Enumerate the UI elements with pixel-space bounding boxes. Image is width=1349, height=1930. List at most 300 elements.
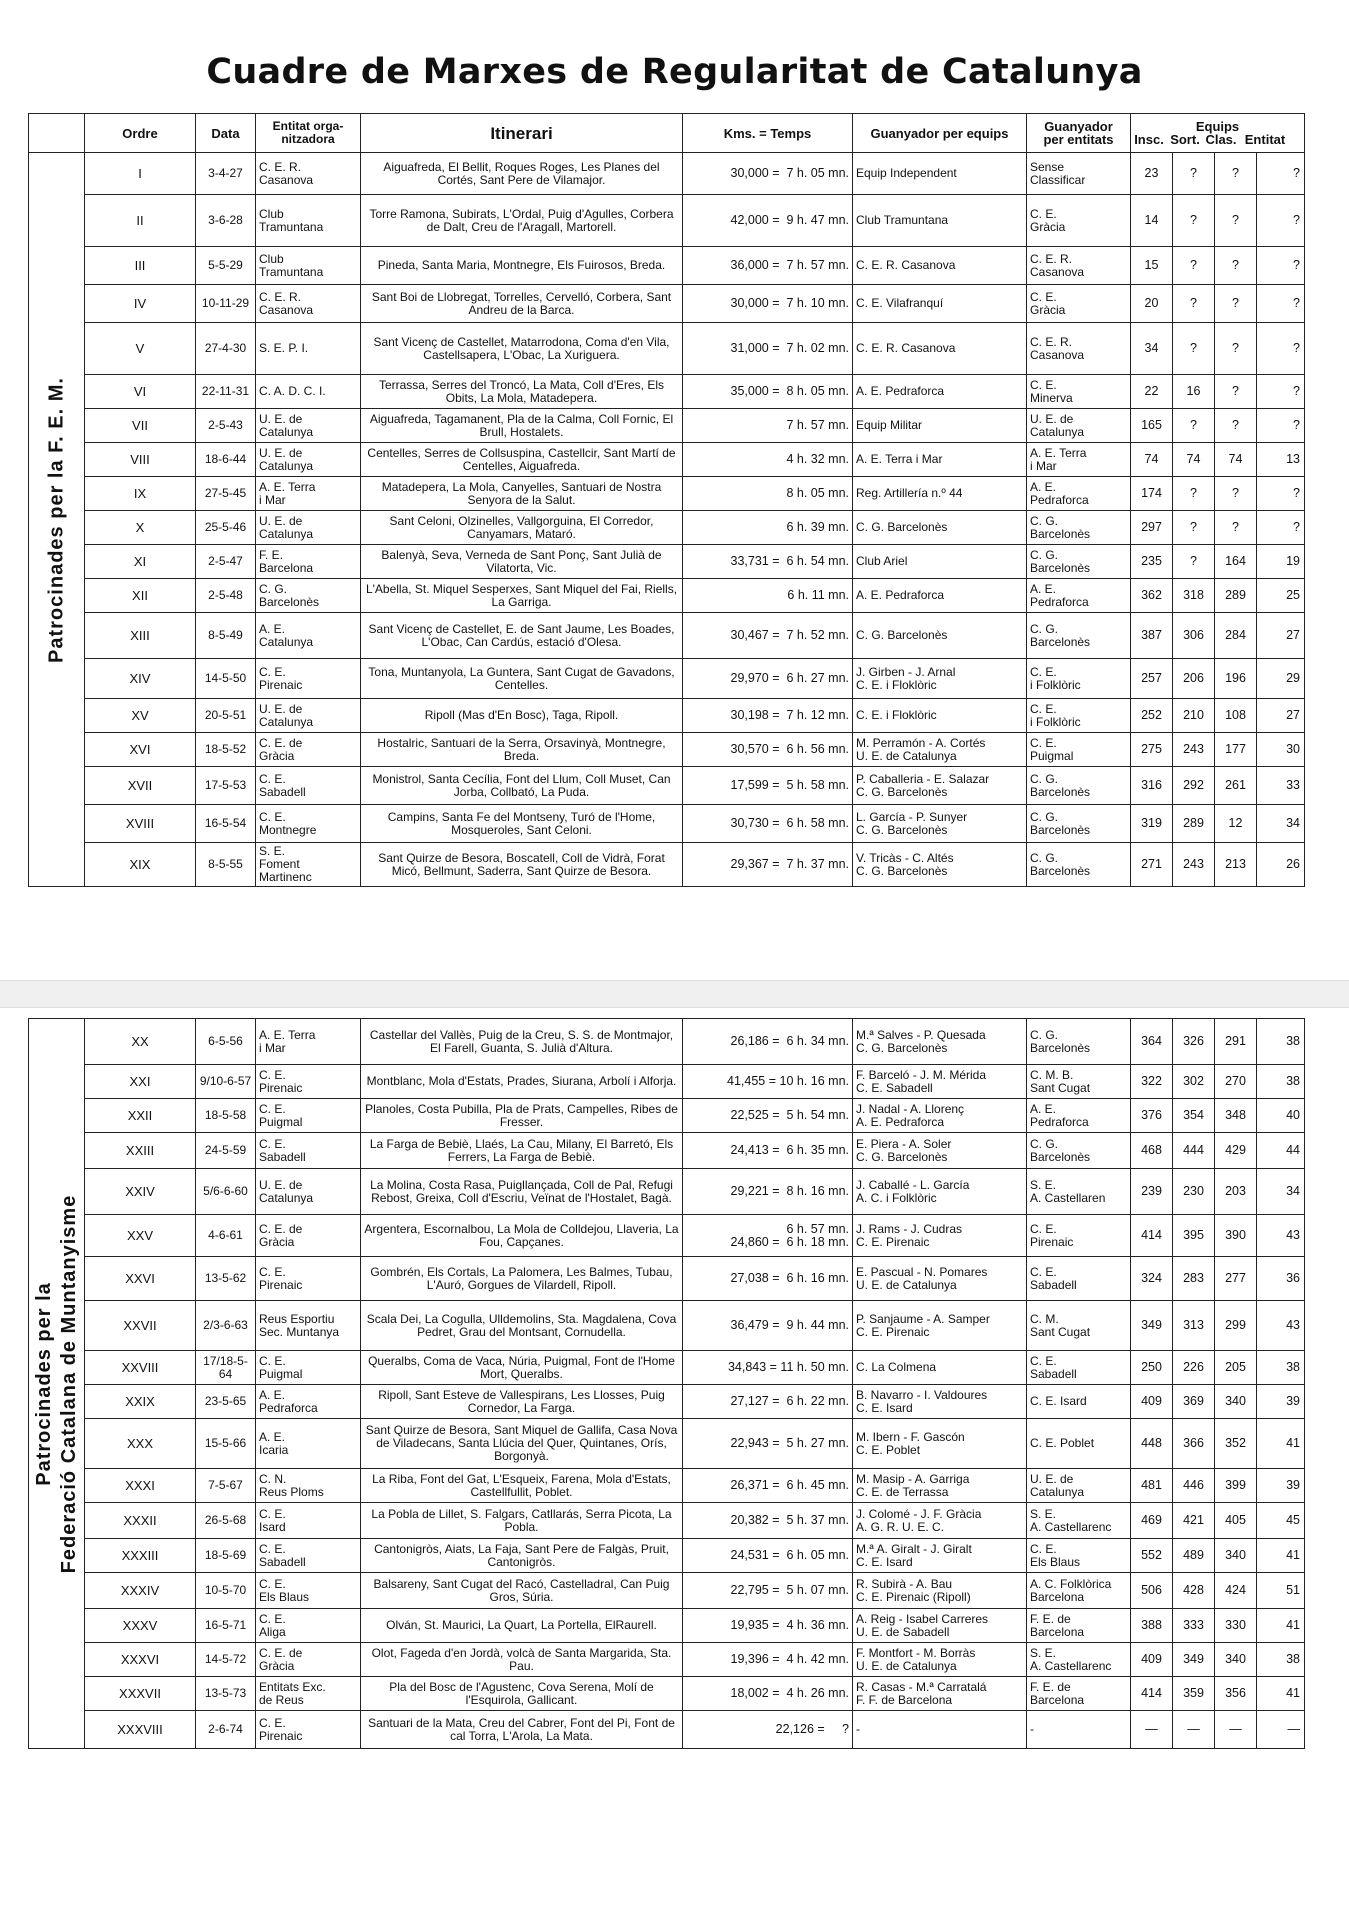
sort-cell: ? xyxy=(1173,477,1215,511)
entitat-count-cell: ? xyxy=(1257,323,1305,375)
insc-cell: 235 xyxy=(1131,545,1173,579)
itinerari-cell: Torre Ramona, Subirats, L'Ordal, Puig d'Agulles, Corbera de Dalt, Creu de l'Aragall, Martorell. xyxy=(361,195,683,247)
entitat-cell: U. E. de Catalunya xyxy=(256,443,361,477)
header-equips-sub xyxy=(1131,133,1304,146)
entitat-cell: U. E. de Catalunya xyxy=(256,699,361,733)
guanyador-entitats-cell: C. E. i Folklòric xyxy=(1027,699,1131,733)
insc-cell: 165 xyxy=(1131,409,1173,443)
entitat-cell: C. E. Sabadell xyxy=(256,1133,361,1169)
entitat-count-cell: ? xyxy=(1257,511,1305,545)
clas-cell: 177 xyxy=(1215,733,1257,767)
data-cell: 27-5-45 xyxy=(196,477,256,511)
entitat-count-cell: 25 xyxy=(1257,579,1305,613)
itinerari-cell: Gombrén, Els Cortals, La Palomera, Les Balmes, Tubau, L'Auró, Gorgues de Vilardell, Ripoll. xyxy=(361,1257,683,1301)
table-row xyxy=(29,153,1305,195)
clas-cell: 261 xyxy=(1215,767,1257,805)
clas-cell: 390 xyxy=(1215,1215,1257,1257)
entitat-cell: C. G. Barcelonès xyxy=(256,579,361,613)
table-row xyxy=(29,1065,1305,1099)
ordre-cell: XXXVIII xyxy=(85,1711,196,1749)
data-cell: 18-5-69 xyxy=(196,1539,256,1573)
guanyador-equips-cell: Reg. Artillería n.º 44 xyxy=(853,477,1027,511)
entitat-cell: A. E. Catalunya xyxy=(256,613,361,659)
sort-cell: 243 xyxy=(1173,843,1215,887)
guanyador-equips-cell: A. E. Pedraforca xyxy=(853,579,1027,613)
kms-temps-cell: 35,000 = 8 h. 05 mn. xyxy=(683,375,853,409)
kms-temps-cell: 20,382 = 5 h. 37 mn. xyxy=(683,1503,853,1539)
clas-cell: ? xyxy=(1215,409,1257,443)
entitat-cell: C. E. Puigmal xyxy=(256,1099,361,1133)
ordre-cell: II xyxy=(85,195,196,247)
sort-cell: 306 xyxy=(1173,613,1215,659)
ordre-cell: XIV xyxy=(85,659,196,699)
insc-cell: 275 xyxy=(1131,733,1173,767)
sort-cell: 428 xyxy=(1173,1573,1215,1609)
table-row xyxy=(29,1385,1305,1419)
entitat-count-cell: — xyxy=(1257,1711,1305,1749)
guanyador-equips-cell: E. Piera - A. Soler C. G. Barcelonès xyxy=(853,1133,1027,1169)
ordre-cell: XIX xyxy=(85,843,196,887)
guanyador-entitats-cell: C. E. Gràcia xyxy=(1027,195,1131,247)
entitat-cell: C. E. R. Casanova xyxy=(256,153,361,195)
sort-cell: 369 xyxy=(1173,1385,1215,1419)
section-label: Patrocinades per la F. E. M. xyxy=(45,376,67,663)
clas-cell: ? xyxy=(1215,247,1257,285)
ordre-cell: XXXIV xyxy=(85,1573,196,1609)
table-row xyxy=(29,1609,1305,1643)
sort-cell: 421 xyxy=(1173,1503,1215,1539)
data-cell: 5/6-6-60 xyxy=(196,1169,256,1215)
entitat-count-cell: ? xyxy=(1257,409,1305,443)
itinerari-cell: La Riba, Font del Gat, L'Esqueix, Farena, Mola d'Estats, Castellfullit, Poblet. xyxy=(361,1469,683,1503)
entitat-count-cell: 38 xyxy=(1257,1019,1305,1065)
kms-temps-cell: 30,730 = 6 h. 58 mn. xyxy=(683,805,853,843)
table-row xyxy=(29,767,1305,805)
kms-temps-cell: 31,000 = 7 h. 02 mn. xyxy=(683,323,853,375)
kms-temps-cell: 41,455 = 10 h. 16 mn. xyxy=(683,1065,853,1099)
insc-cell: 349 xyxy=(1131,1301,1173,1351)
entitat-count-cell: 38 xyxy=(1257,1643,1305,1677)
guanyador-entitats-cell: C. G. Barcelonès xyxy=(1027,545,1131,579)
guanyador-entitats-cell: C. G. Barcelonès xyxy=(1027,511,1131,545)
data-cell: 27-4-30 xyxy=(196,323,256,375)
guanyador-entitats-cell: C. E. Isard xyxy=(1027,1385,1131,1419)
entitat-cell: C. E. Sabadell xyxy=(256,767,361,805)
entitat-cell: C. E. Aliga xyxy=(256,1609,361,1643)
insc-cell: 387 xyxy=(1131,613,1173,659)
data-cell: 10-5-70 xyxy=(196,1573,256,1609)
itinerari-cell: Sant Vicenç de Castellet, Matarrodona, Coma d'en Vila, Castellsapera, L'Obac, La Xuriguera. xyxy=(361,323,683,375)
data-cell: 16-5-54 xyxy=(196,805,256,843)
ordre-cell: XXVI xyxy=(85,1257,196,1301)
data-cell: 20-5-51 xyxy=(196,699,256,733)
sort-cell: 313 xyxy=(1173,1301,1215,1351)
kms-temps-cell: 24,413 = 6 h. 35 mn. xyxy=(683,1133,853,1169)
marxes-table-top xyxy=(28,113,1305,887)
entitat-cell: S. E. Foment Martinenc xyxy=(256,843,361,887)
itinerari-cell: Planoles, Costa Pubilla, Pla de Prats, Campelles, Ribes de Fresser. xyxy=(361,1099,683,1133)
entitat-count-cell: ? xyxy=(1257,153,1305,195)
kms-temps-cell: 22,126 = ? xyxy=(683,1711,853,1749)
clas-cell: 352 xyxy=(1215,1419,1257,1469)
entitat-cell: C. A. D. C. I. xyxy=(256,375,361,409)
guanyador-equips-cell: Club Tramuntana xyxy=(853,195,1027,247)
entitat-cell: C. E. Puigmal xyxy=(256,1351,361,1385)
header-data: Data xyxy=(196,114,256,153)
entitat-count-cell: 38 xyxy=(1257,1351,1305,1385)
kms-temps-cell: 36,479 = 9 h. 44 mn. xyxy=(683,1301,853,1351)
guanyador-equips-cell: Club Ariel xyxy=(853,545,1027,579)
clas-cell: 203 xyxy=(1215,1169,1257,1215)
table-row xyxy=(29,1133,1305,1169)
table-row xyxy=(29,443,1305,477)
data-cell: 13-5-73 xyxy=(196,1677,256,1711)
data-cell: 22-11-31 xyxy=(196,375,256,409)
insc-cell: 34 xyxy=(1131,323,1173,375)
insc-cell: 362 xyxy=(1131,579,1173,613)
guanyador-equips-cell: E. Pascual - N. Pomares U. E. de Catalunya xyxy=(853,1257,1027,1301)
guanyador-equips-cell: M. Perramón - A. Cortés U. E. de Catalunya xyxy=(853,733,1027,767)
entitat-count-cell: 27 xyxy=(1257,613,1305,659)
table-row xyxy=(29,659,1305,699)
guanyador-equips-cell: C. La Colmena xyxy=(853,1351,1027,1385)
guanyador-equips-cell: R. Subirà - A. Bau C. E. Pirenaic (Ripoll) xyxy=(853,1573,1027,1609)
insc-cell: 14 xyxy=(1131,195,1173,247)
entitat-cell: A. E. Terra i Mar xyxy=(256,477,361,511)
ordre-cell: XI xyxy=(85,545,196,579)
kms-temps-cell: 6 h. 11 mn. xyxy=(683,579,853,613)
sort-cell: ? xyxy=(1173,195,1215,247)
entitat-cell: C. E. Montnegre xyxy=(256,805,361,843)
insc-cell: 414 xyxy=(1131,1215,1173,1257)
guanyador-entitats-cell: C. G. Barcelonès xyxy=(1027,805,1131,843)
clas-cell: 205 xyxy=(1215,1351,1257,1385)
table-row xyxy=(29,375,1305,409)
data-cell: 10-11-29 xyxy=(196,285,256,323)
clas-cell: 74 xyxy=(1215,443,1257,477)
entitat-count-cell: 34 xyxy=(1257,805,1305,843)
data-cell: 2-5-43 xyxy=(196,409,256,443)
kms-temps-cell: 4 h. 32 mn. xyxy=(683,443,853,477)
ordre-cell: IX xyxy=(85,477,196,511)
entitat-count-cell: ? xyxy=(1257,477,1305,511)
header-itinerari: Itinerari xyxy=(361,114,683,153)
header-equips xyxy=(1131,114,1305,153)
insc-cell: 257 xyxy=(1131,659,1173,699)
guanyador-entitats-cell: C. E. Sabadell xyxy=(1027,1257,1131,1301)
header-insc: Insc. xyxy=(1134,132,1164,147)
itinerari-cell: Queralbs, Coma de Vaca, Núria, Puigmal, Font de l'Home Mort, Queralbs. xyxy=(361,1351,683,1385)
insc-cell: 15 xyxy=(1131,247,1173,285)
table-row xyxy=(29,477,1305,511)
sort-cell: 74 xyxy=(1173,443,1215,477)
insc-cell: 319 xyxy=(1131,805,1173,843)
itinerari-cell: Aiguafreda, Tagamanent, Pla de la Calma, Coll Fornic, El Brull, Hostalets. xyxy=(361,409,683,443)
itinerari-cell: Scala Dei, La Cogulla, Ulldemolins, Sta. Magdalena, Cova Pedret, Grau del Montsant, Cornudella. xyxy=(361,1301,683,1351)
ordre-cell: V xyxy=(85,323,196,375)
entitat-cell: Reus Esportiu Sec. Muntanya xyxy=(256,1301,361,1351)
entitat-cell: C. E. R. Casanova xyxy=(256,285,361,323)
entitat-count-cell: 13 xyxy=(1257,443,1305,477)
entitat-count-cell: 51 xyxy=(1257,1573,1305,1609)
entitat-count-cell: 38 xyxy=(1257,1065,1305,1099)
itinerari-cell: Terrassa, Serres del Troncó, La Mata, Coll d'Eres, Els Obits, La Mola, Matadepera. xyxy=(361,375,683,409)
guanyador-equips-cell: A. Reig - Isabel Carreres U. E. de Sabadell xyxy=(853,1609,1027,1643)
sort-cell: 395 xyxy=(1173,1215,1215,1257)
ordre-cell: XVI xyxy=(85,733,196,767)
clas-cell: 284 xyxy=(1215,613,1257,659)
guanyador-entitats-cell: C. E. i Folklòric xyxy=(1027,659,1131,699)
clas-cell: ? xyxy=(1215,511,1257,545)
ordre-cell: XXXII xyxy=(85,1503,196,1539)
guanyador-entitats-cell: C. M. B. Sant Cugat xyxy=(1027,1065,1131,1099)
data-cell: 4-6-61 xyxy=(196,1215,256,1257)
ordre-cell: XXXI xyxy=(85,1469,196,1503)
entitat-cell: C. E. de Gràcia xyxy=(256,1643,361,1677)
data-cell: 14-5-50 xyxy=(196,659,256,699)
table-row xyxy=(29,1503,1305,1539)
entitat-cell: U. E. de Catalunya xyxy=(256,511,361,545)
guanyador-equips-cell: C. G. Barcelonès xyxy=(853,511,1027,545)
guanyador-entitats-cell: C. E. Minerva xyxy=(1027,375,1131,409)
itinerari-cell: Sant Quirze de Besora, Sant Miquel de Gallifa, Casa Nova de Viladecans, Santa Llúcia del Quer, Quintanes, Orís, Borgonyà. xyxy=(361,1419,683,1469)
page-title: Cuadre de Marxes de Regularitat de Catalunya xyxy=(206,52,1143,92)
guanyador-equips-cell: V. Tricàs - C. Altés C. G. Barcelonès xyxy=(853,843,1027,887)
entitat-count-cell: 34 xyxy=(1257,1169,1305,1215)
clas-cell: 348 xyxy=(1215,1099,1257,1133)
guanyador-entitats-cell: F. E. de Barcelona xyxy=(1027,1609,1131,1643)
itinerari-cell: Cantonigròs, Aiats, La Faja, Sant Pere de Falgàs, Pruit, Cantonigròs. xyxy=(361,1539,683,1573)
guanyador-entitats-cell: C. E. Sabadell xyxy=(1027,1351,1131,1385)
table-row xyxy=(29,1301,1305,1351)
itinerari-cell: Olot, Fageda d'en Jordà, volcà de Santa Margarida, Sta. Pau. xyxy=(361,1643,683,1677)
insc-cell: 74 xyxy=(1131,443,1173,477)
entitat-cell: C. E. de Gràcia xyxy=(256,1215,361,1257)
guanyador-entitats-cell: A. E. Terra i Mar xyxy=(1027,443,1131,477)
guanyador-equips-cell: Equip Independent xyxy=(853,153,1027,195)
header-entitat-col: Entitat xyxy=(1244,132,1286,147)
entitat-count-cell: 41 xyxy=(1257,1419,1305,1469)
ordre-cell: XVII xyxy=(85,767,196,805)
sort-cell: 333 xyxy=(1173,1609,1215,1643)
insc-cell: 414 xyxy=(1131,1677,1173,1711)
insc-cell: 316 xyxy=(1131,767,1173,805)
itinerari-cell: Ripoll, Sant Esteve de Vallespirans, Les Llosses, Puig Cornedor, La Farga. xyxy=(361,1385,683,1419)
sort-cell: 359 xyxy=(1173,1677,1215,1711)
insc-cell: 250 xyxy=(1131,1351,1173,1385)
header-kms: Kms. = Temps xyxy=(683,114,853,153)
table-row xyxy=(29,613,1305,659)
entitat-cell: A. E. Terra i Mar xyxy=(256,1019,361,1065)
entitat-cell: U. E. de Catalunya xyxy=(256,1169,361,1215)
clas-cell: 340 xyxy=(1215,1385,1257,1419)
guanyador-entitats-cell: C. E. Pirenaic xyxy=(1027,1215,1131,1257)
clas-cell: 277 xyxy=(1215,1257,1257,1301)
data-cell: 18-5-58 xyxy=(196,1099,256,1133)
ordre-cell: XXII xyxy=(85,1099,196,1133)
kms-temps-cell: 22,525 = 5 h. 54 mn. xyxy=(683,1099,853,1133)
kms-temps-cell: 29,221 = 8 h. 16 mn. xyxy=(683,1169,853,1215)
ordre-cell: XX xyxy=(85,1019,196,1065)
marxes-table-bottom xyxy=(28,1018,1305,1749)
kms-temps-cell: 22,795 = 5 h. 07 mn. xyxy=(683,1573,853,1609)
table-row xyxy=(29,409,1305,443)
entitat-count-cell: 29 xyxy=(1257,659,1305,699)
guanyador-equips-cell: P. Caballeria - E. Salazar C. G. Barcelonès xyxy=(853,767,1027,805)
entitat-cell: Club Tramuntana xyxy=(256,247,361,285)
insc-cell: — xyxy=(1131,1711,1173,1749)
entitat-count-cell: ? xyxy=(1257,247,1305,285)
insc-cell: 20 xyxy=(1131,285,1173,323)
guanyador-entitats-cell: - xyxy=(1027,1711,1131,1749)
table-row xyxy=(29,1419,1305,1469)
guanyador-entitats-cell: A. E. Pedraforca xyxy=(1027,1099,1131,1133)
sort-cell: 349 xyxy=(1173,1643,1215,1677)
ordre-cell: XXIX xyxy=(85,1385,196,1419)
kms-temps-cell: 6 h. 39 mn. xyxy=(683,511,853,545)
kms-temps-cell: 27,038 = 6 h. 16 mn. xyxy=(683,1257,853,1301)
table-row xyxy=(29,1711,1305,1749)
itinerari-cell: Aiguafreda, El Bellit, Roques Roges, Les Planes del Cortés, Sant Pere de Vilamajor. xyxy=(361,153,683,195)
kms-temps-cell: 30,467 = 7 h. 52 mn. xyxy=(683,613,853,659)
guanyador-entitats-cell: S. E. A. Castellarenc xyxy=(1027,1503,1131,1539)
kms-temps-cell: 33,731 = 6 h. 54 mn. xyxy=(683,545,853,579)
clas-cell: ? xyxy=(1215,375,1257,409)
kms-temps-cell: 18,002 = 4 h. 26 mn. xyxy=(683,1677,853,1711)
clas-cell: 12 xyxy=(1215,805,1257,843)
ordre-cell: VIII xyxy=(85,443,196,477)
guanyador-equips-cell: M.ª A. Giralt - J. Giralt C. E. Isard xyxy=(853,1539,1027,1573)
header-equips-title: Equips xyxy=(1195,119,1240,134)
ordre-cell: X xyxy=(85,511,196,545)
table-row xyxy=(29,1573,1305,1609)
guanyador-equips-cell: A. E. Pedraforca xyxy=(853,375,1027,409)
guanyador-equips-cell: M.ª Salves - P. Quesada C. G. Barcelonès xyxy=(853,1019,1027,1065)
guanyador-entitats-cell: A. C. Folklòrica Barcelona xyxy=(1027,1573,1131,1609)
table-row xyxy=(29,1019,1305,1065)
insc-cell: 409 xyxy=(1131,1385,1173,1419)
ordre-cell: XVIII xyxy=(85,805,196,843)
clas-cell: 429 xyxy=(1215,1133,1257,1169)
entitat-cell: S. E. P. I. xyxy=(256,323,361,375)
ordre-cell: III xyxy=(85,247,196,285)
itinerari-cell: Sant Boi de Llobregat, Torrelles, Cervelló, Corbera, Sant Andreu de la Barca. xyxy=(361,285,683,323)
entitat-count-cell: 36 xyxy=(1257,1257,1305,1301)
itinerari-cell: Balenyà, Seva, Verneda de Sant Ponç, Sant Julià de Vilatorta, Vic. xyxy=(361,545,683,579)
entitat-count-cell: 44 xyxy=(1257,1133,1305,1169)
guanyador-equips-cell: R. Casas - M.ª Carratalá F. F. de Barcelona xyxy=(853,1677,1027,1711)
entitat-cell: C. E. Sabadell xyxy=(256,1539,361,1573)
guanyador-equips-cell: J. Caballé - L. García A. C. i Folklòric xyxy=(853,1169,1027,1215)
section-label-cell xyxy=(29,153,85,887)
kms-temps-cell: 17,599 = 5 h. 58 mn. xyxy=(683,767,853,805)
guanyador-entitats-cell: C. E. R. Casanova xyxy=(1027,247,1131,285)
ordre-cell: I xyxy=(85,153,196,195)
table-row xyxy=(29,1099,1305,1133)
insc-cell: 174 xyxy=(1131,477,1173,511)
guanyador-equips-cell: C. E. Vilafranquí xyxy=(853,285,1027,323)
guanyador-equips-cell: C. E. R. Casanova xyxy=(853,247,1027,285)
entitat-count-cell: 43 xyxy=(1257,1215,1305,1257)
itinerari-cell: Sant Quirze de Besora, Boscatell, Coll de Vidrà, Forat Micó, Bellmunt, Saderra, Sant Quirze de Besora. xyxy=(361,843,683,887)
itinerari-cell: Monistrol, Santa Cecília, Font del Llum, Coll Muset, Can Jorba, Collbató, La Puda. xyxy=(361,767,683,805)
guanyador-entitats-cell: Sense Classificar xyxy=(1027,153,1131,195)
clas-cell: 291 xyxy=(1215,1019,1257,1065)
data-cell: 2-6-74 xyxy=(196,1711,256,1749)
entitat-cell: A. E. Pedraforca xyxy=(256,1385,361,1419)
entitat-count-cell: 26 xyxy=(1257,843,1305,887)
insc-cell: 388 xyxy=(1131,1609,1173,1643)
table-row xyxy=(29,1351,1305,1385)
guanyador-entitats-cell: C. G. Barcelonès xyxy=(1027,1133,1131,1169)
table-row xyxy=(29,511,1305,545)
guanyador-entitats-cell: U. E. de Catalunya xyxy=(1027,409,1131,443)
sort-cell: 366 xyxy=(1173,1419,1215,1469)
kms-temps-cell: 7 h. 57 mn. xyxy=(683,409,853,443)
insc-cell: 409 xyxy=(1131,1643,1173,1677)
itinerari-cell: Santuari de la Mata, Creu del Cabrer, Font del Pi, Font de cal Torra, L'Arola, La Mata. xyxy=(361,1711,683,1749)
ordre-cell: XXXIII xyxy=(85,1539,196,1573)
data-cell: 26-5-68 xyxy=(196,1503,256,1539)
data-cell: 15-5-66 xyxy=(196,1419,256,1469)
itinerari-cell: Matadepera, La Mola, Canyelles, Santuari de Nostra Senyora de la Salut. xyxy=(361,477,683,511)
kms-temps-cell: 30,570 = 6 h. 56 mn. xyxy=(683,733,853,767)
guanyador-entitats-cell: S. E. A. Castellaren xyxy=(1027,1169,1131,1215)
entitat-count-cell: ? xyxy=(1257,195,1305,247)
table-row xyxy=(29,545,1305,579)
data-cell: 13-5-62 xyxy=(196,1257,256,1301)
kms-temps-cell: 30,000 = 7 h. 05 mn. xyxy=(683,153,853,195)
header-guanyador-equips: Guanyador per equips xyxy=(853,114,1027,153)
itinerari-cell: Montblanc, Mola d'Estats, Prades, Siurana, Arbolí i Alforja. xyxy=(361,1065,683,1099)
entitat-count-cell: 33 xyxy=(1257,767,1305,805)
entitat-cell: A. E. Icaria xyxy=(256,1419,361,1469)
clas-cell: 213 xyxy=(1215,843,1257,887)
itinerari-cell: L'Abella, St. Miquel Sesperxes, Sant Miquel del Fai, Riells, La Garriga. xyxy=(361,579,683,613)
sort-cell: 226 xyxy=(1173,1351,1215,1385)
header-ordre: Ordre xyxy=(85,114,196,153)
guanyador-equips-cell: - xyxy=(853,1711,1027,1749)
data-cell: 24-5-59 xyxy=(196,1133,256,1169)
ordre-cell: XXXVII xyxy=(85,1677,196,1711)
sort-cell: 283 xyxy=(1173,1257,1215,1301)
sort-cell: 16 xyxy=(1173,375,1215,409)
entitat-count-cell: 30 xyxy=(1257,733,1305,767)
sort-cell: 354 xyxy=(1173,1099,1215,1133)
sort-cell: 243 xyxy=(1173,733,1215,767)
entitat-cell: C. E. Pirenaic xyxy=(256,659,361,699)
guanyador-equips-cell: J. Girben - J. Arnal C. E. i Floklòric xyxy=(853,659,1027,699)
guanyador-entitats-cell: C. E. R. Casanova xyxy=(1027,323,1131,375)
guanyador-entitats-cell: U. E. de Catalunya xyxy=(1027,1469,1131,1503)
ordre-cell: XV xyxy=(85,699,196,733)
clas-cell: 405 xyxy=(1215,1503,1257,1539)
itinerari-cell: Sant Vicenç de Castellet, E. de Sant Jaume, Les Boades, L'Obac, Can Cardús, estació d'Olesa. xyxy=(361,613,683,659)
page-fold xyxy=(0,980,1349,1008)
sort-cell: ? xyxy=(1173,511,1215,545)
insc-cell: 239 xyxy=(1131,1169,1173,1215)
sort-cell: 444 xyxy=(1173,1133,1215,1169)
guanyador-entitats-cell: C. E. Els Blaus xyxy=(1027,1539,1131,1573)
kms-temps-cell: 24,531 = 6 h. 05 mn. xyxy=(683,1539,853,1573)
table-row xyxy=(29,247,1305,285)
entitat-cell: C. E. Pirenaic xyxy=(256,1711,361,1749)
data-cell: 7-5-67 xyxy=(196,1469,256,1503)
guanyador-entitats-cell: A. E. Pedraforca xyxy=(1027,477,1131,511)
itinerari-cell: Pineda, Santa Maria, Montnegre, Els Fuirosos, Breda. xyxy=(361,247,683,285)
guanyador-equips-cell: J. Colomé - J. F. Gràcia A. G. R. U. E. C. xyxy=(853,1503,1027,1539)
itinerari-cell: Sant Celoni, Olzinelles, Vallgorguina, El Corredor, Canyamars, Mataró. xyxy=(361,511,683,545)
